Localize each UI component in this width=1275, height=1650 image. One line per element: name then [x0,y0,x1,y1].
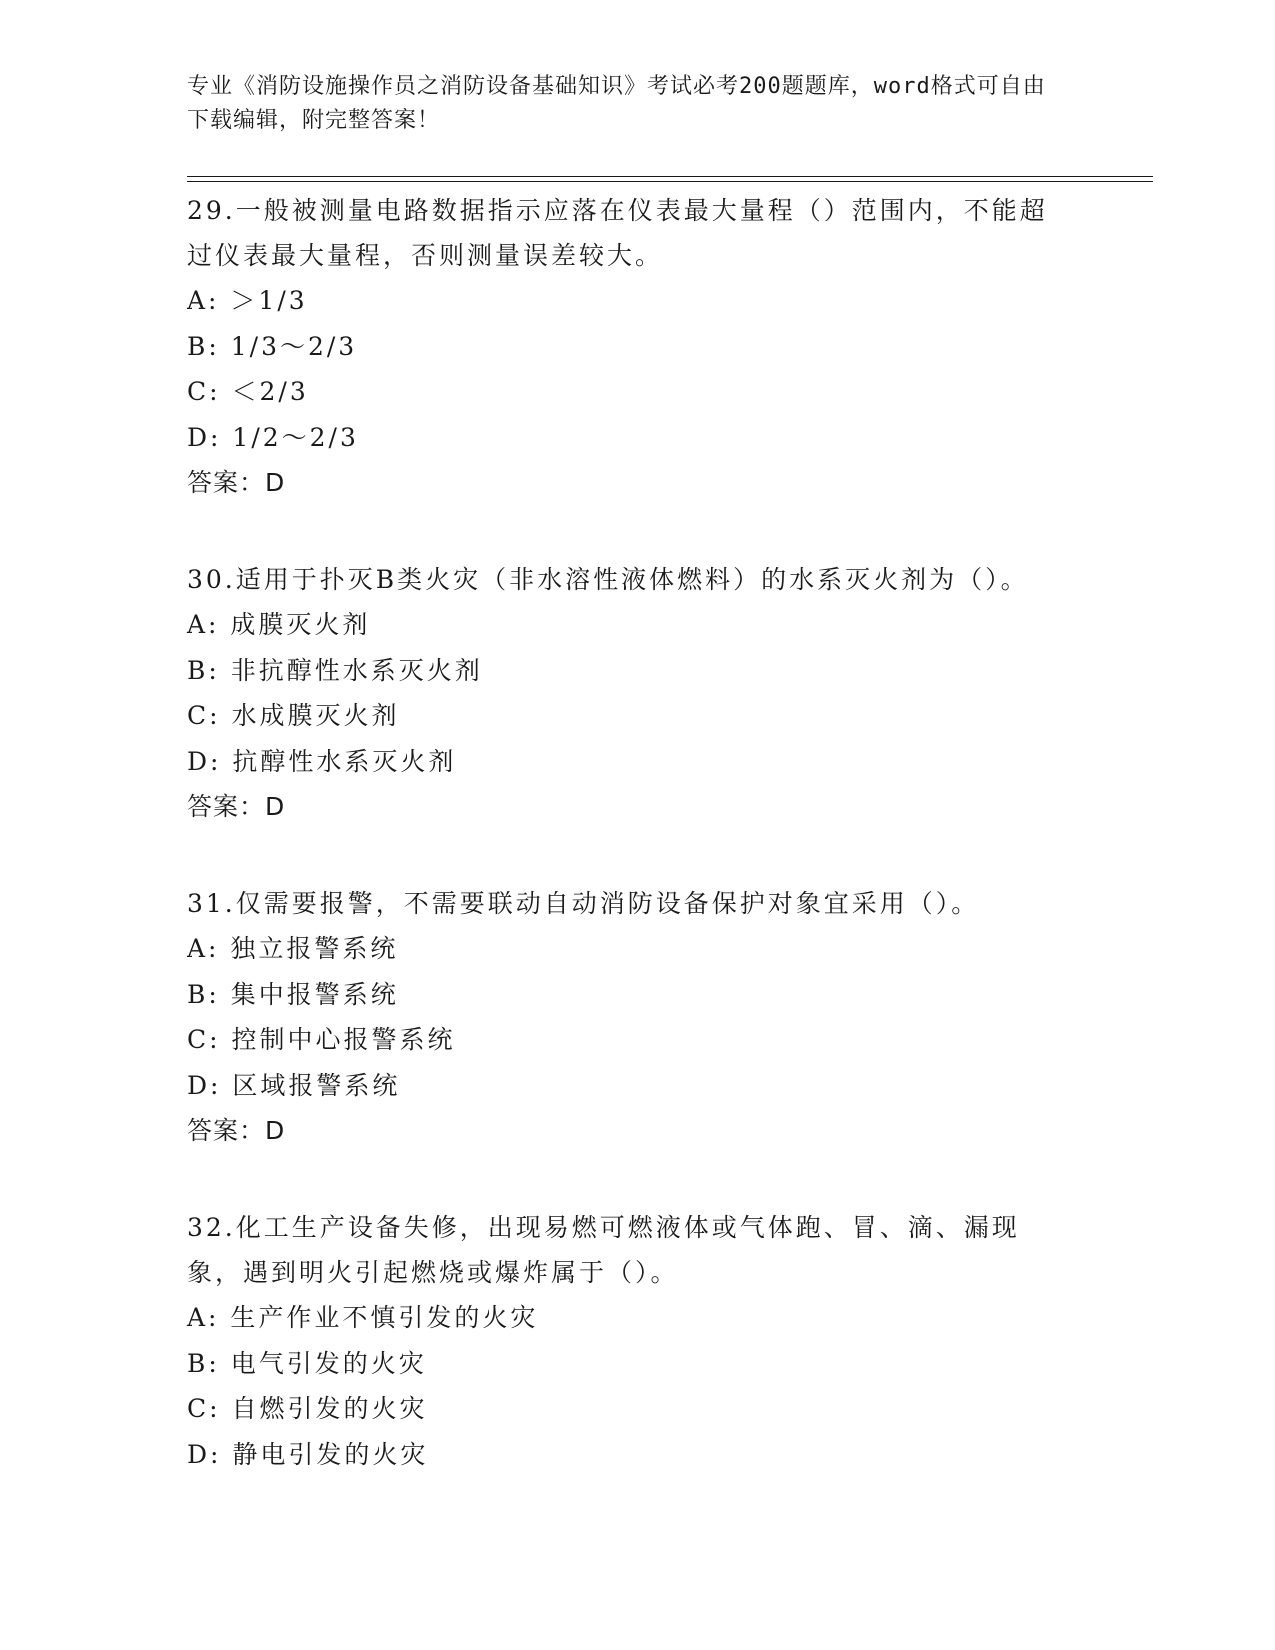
question-stem: 30.适用于扑灭B类火灾（非水溶性液体燃料）的水系灭火剂为（）。 [187,565,1029,594]
option-b: B: 电气引发的火灾 [187,1348,427,1378]
answer-line: 答案：D [187,1116,286,1145]
option-c: C: 水成膜灭火剂 [187,701,400,730]
document-page [187,70,1153,1469]
question-list [187,188,1153,1529]
header-double-rule [187,176,1153,182]
question-30 [187,557,1153,829]
question-stem: 31.仅需要报警，不需要联动自动消防设备保护对象宜采用（）。 [187,889,980,918]
option-c: C: ＜2/3 [187,377,309,406]
option-b: B: 非抗醇性水系灭火剂 [187,655,483,685]
question-stem: 32.化工生产设备失修，出现易燃可燃液体或气体跑、冒、滴、漏现象，遇到明火引起燃烧或爆炸属于（）。 [187,1213,1020,1287]
answer-line: 答案：D [187,468,286,497]
question-stem: 29.一般被测量电路数据指示应落在仪表最大量程（）范围内，不能超过仪表最大量程，否则测量误差较大。 [187,196,1048,270]
option-d: D: 静电引发的火灾 [187,1439,429,1469]
option-a: A: 成膜灭火剂 [187,610,371,639]
option-c: C: 控制中心报警系统 [187,1025,456,1054]
question-32 [187,1205,1153,1477]
question-29 [187,188,1153,505]
option-c: C: 自燃引发的火灾 [187,1394,428,1423]
question-31 [187,881,1153,1153]
option-d: D: 1/2～2/3 [187,422,359,452]
option-a: A: 独立报警系统 [187,934,399,963]
option-b: B: 集中报警系统 [187,979,399,1009]
option-d: D: 区域报警系统 [187,1070,401,1100]
option-a: A: 生产作业不慎引发的火灾 [187,1303,539,1332]
document-header: 专业《消防设施操作员之消防设备基础知识》考试必考200题题库，word格式可自由下载编辑，附完整答案！ [187,74,1046,133]
answer-line: 答案：D [187,792,286,821]
option-b: B: 1/3～2/3 [187,331,358,361]
option-d: D: 抗醇性水系灭火剂 [187,746,457,776]
option-a: A: ＞1/3 [187,286,308,315]
